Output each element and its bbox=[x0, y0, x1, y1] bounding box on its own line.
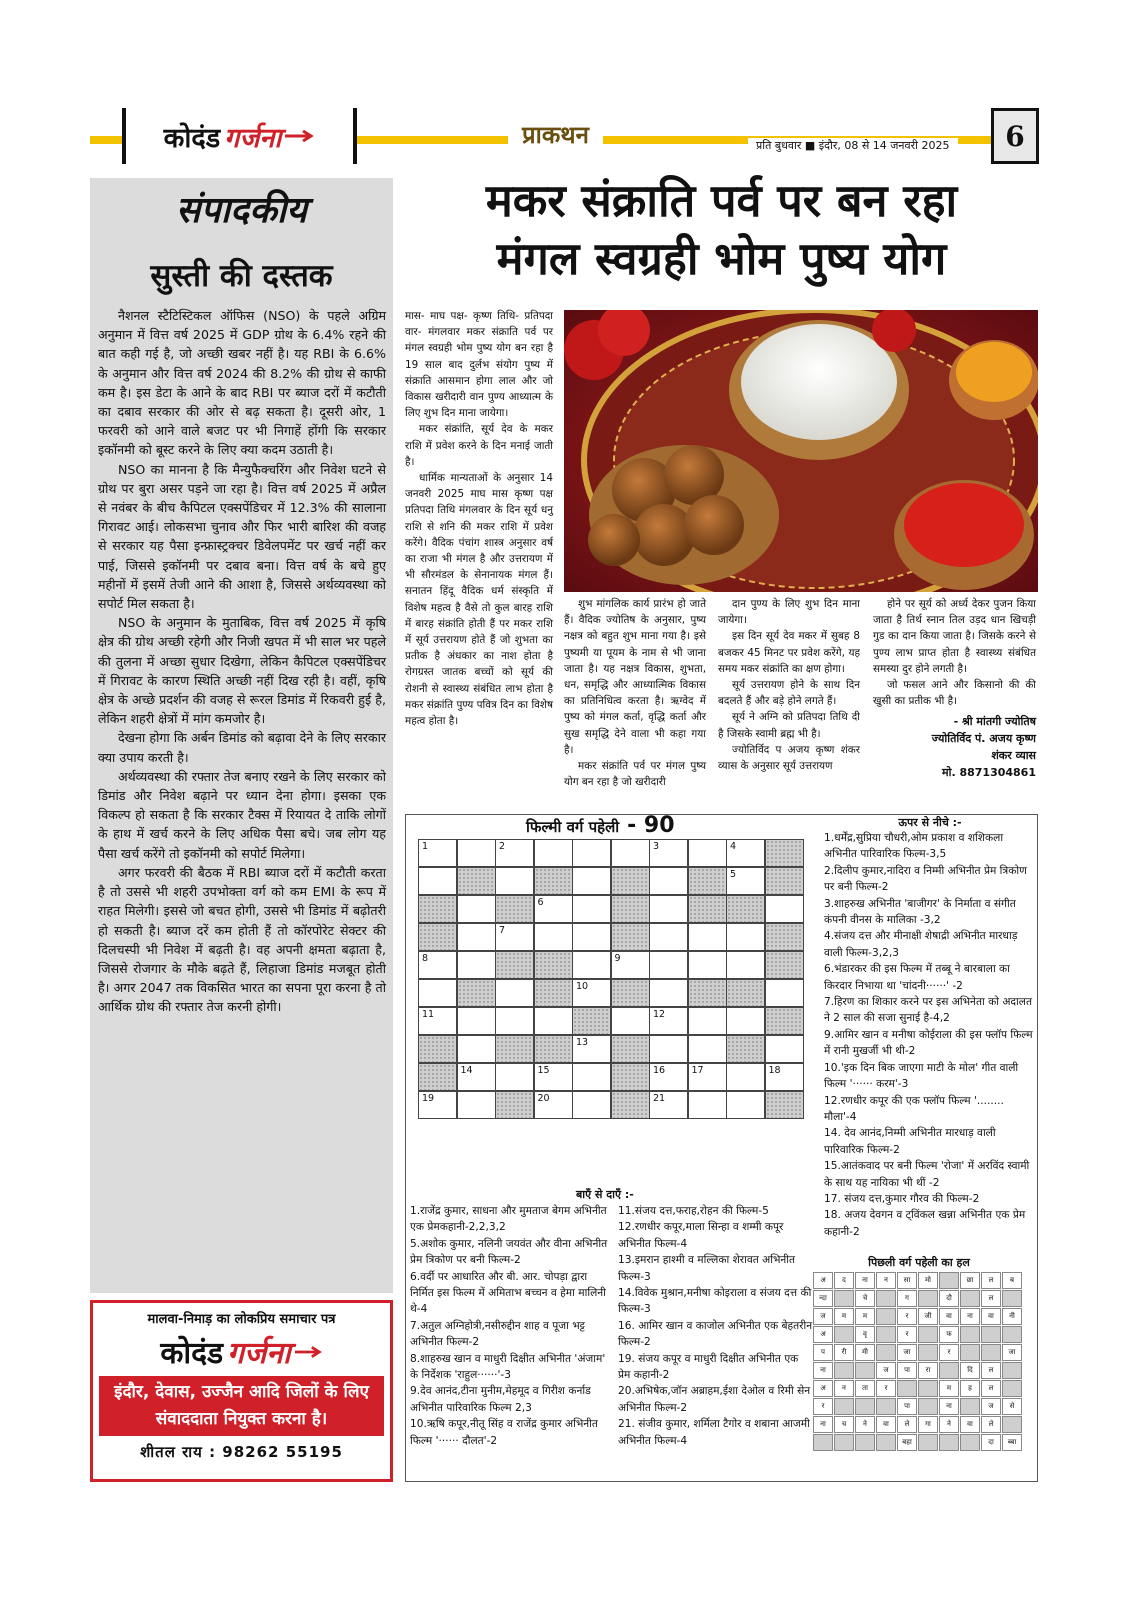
down-clue: 6.भंडारकर की इस फिल्म में तब्बू ने बारबाला का किरदार निभाया था 'चांदनी······' -2 bbox=[824, 963, 1010, 992]
article-paragraph: सूर्य ने अग्नि को प्रतिपदा तिथि दी है जिसके स्वामी ब्रह्म भी है। bbox=[718, 711, 860, 740]
across-clue: 7.अतुल अग्निहोत्री,नसीरुद्दीन शाह व पूजा भट्ट अभिनीत फिल्म-2 bbox=[410, 1319, 585, 1349]
grid-cell[interactable]: 12 bbox=[649, 1007, 688, 1035]
across-clue: 6.वर्दी पर आधारित और बी. आर. चोपड़ा द्वारा निर्मित इस फिल्म में अमिताभ बच्चन व हेमा मालिनी थे-4 bbox=[410, 1270, 606, 1316]
article-paragraph: धार्मिक मान्यताओं के अनुसार 14 जनवरी 2025 माघ मास कृष्ण पक्ष प्रतिपदा तिथि मंगलवार के दिन सूर्य धनु राशि से शनि की मकर राशि में प्रवेश करेंगे। वैदिक पंचांग शास्त्र अनुसार वर्ष का राजा भी मंगल है और उत्तरायण में भी सौरमंडल के सेनानायक मंगल हैं। सनातन हिंदू वैदिक धर्म संस्कृति में विशेष महत्व है वैसे तो कुल बारह राशि में बारह संक्रांति होती हैं पर मकर राशि में सूर्य उत्तरायण होते हैं जो शुभता का प्रतीक है अंधकार का नाश होता है रोगग्रस्त जातक बच्चों को सूर्य की रोशनी से स्वास्थ्य संबंधित लाभ होता है मकर संक्रांति पुण्य पवित्र दिन का विशेष महत्व होता है। bbox=[405, 472, 553, 728]
solution-cell: र bbox=[897, 1308, 917, 1325]
grid-cell[interactable] bbox=[534, 1007, 573, 1035]
grid-cell-blocked bbox=[611, 979, 650, 1007]
advertisement bbox=[90, 1300, 393, 1482]
editorial-paragraph: अगर फरवरी की बैठक में RBI ब्याज दरों में कटौती करता है तो उससे भी शहरी उपभोक्ता वर्ग को कम EMI के रूप में राहत मिलेगी। इससे जो बचत होगी, उससे भी डिमांड में बढ़ोतरी हो सकती है। ब्याज दरें कम होती हैं तो कॉरपोरेट सेक्टर की दिलचस्पी भी निवेश में बढ़ती है। वह अपनी क्षमता बढ़ाता है, जिससे रोजगार के मौके बढ़ते हैं, लिहाजा डिमांड मजबूत होती है। अगर 2047 तक विकसित भारत का सपना पूरा करना है तो आर्थिक ग्रोथ की रफ्तार तेज करनी होगी। bbox=[98, 864, 386, 1015]
grid-cell-blocked bbox=[495, 1091, 534, 1119]
article-column-4 bbox=[873, 596, 1036, 781]
down-clue: 17. संजय दत्त,कुमार गौरव की फिल्म-2 bbox=[824, 1192, 980, 1205]
solution-cell bbox=[939, 1362, 959, 1379]
down-clue: 15.आतंकवाद पर बनी फिल्म 'रोजा' में अरविंद स्वामी के साथ यह नायिका भी थीं -2 bbox=[824, 1160, 1030, 1189]
solution-cell: दि bbox=[960, 1362, 980, 1379]
grid-cell[interactable]: 1 bbox=[418, 839, 457, 867]
grid-cell-blocked bbox=[726, 895, 765, 923]
solution-cell: ना bbox=[813, 1416, 833, 1433]
grid-cell[interactable]: 3 bbox=[649, 839, 688, 867]
solution-cell: गा bbox=[918, 1416, 938, 1433]
grid-cell-blocked bbox=[611, 895, 650, 923]
solution-cell bbox=[876, 1308, 896, 1325]
solution-cell: प bbox=[813, 1344, 833, 1361]
grid-cell[interactable] bbox=[572, 923, 611, 951]
grid-cell[interactable]: 17 bbox=[688, 1063, 727, 1091]
grid-cell[interactable] bbox=[572, 895, 611, 923]
solution-cell bbox=[918, 1434, 938, 1451]
solution-cell bbox=[918, 1344, 938, 1361]
solution-cell bbox=[876, 1398, 896, 1415]
grid-cell[interactable] bbox=[572, 839, 611, 867]
grid-cell[interactable] bbox=[457, 1091, 496, 1119]
across-clue: 13.इमरान हाश्मी व मल्लिका शेरावत अभिनीत फिल्म-3 bbox=[618, 1254, 796, 1283]
grid-cell[interactable] bbox=[534, 839, 573, 867]
down-clue: 10.'इक दिन बिक जाएगा माटी के मोल' गीत वाली फिल्म '······ करम'-3 bbox=[824, 1061, 1019, 1091]
across-clue: 5.अशोक कुमार, नलिनी जयवंत और वीना अभिनीत प्रेम त्रिकोण पर बनी फिल्म-2 bbox=[410, 1237, 608, 1267]
section-label: प्राकथन bbox=[508, 118, 603, 151]
ad-logo-text-1: कोदंड bbox=[160, 1336, 224, 1371]
down-clue: 2.दिलीप कुमार,नादिरा व निम्मी अभिनीत प्रेम त्रिकोण पर बनी फिल्म-2 bbox=[824, 864, 1027, 894]
solution-cell bbox=[1002, 1326, 1022, 1343]
grid-cell[interactable] bbox=[611, 839, 650, 867]
across-clue: 21. संजीव कुमार, शर्मिला टैगोर व शबाना आजमी अभिनीत फिल्म-4 bbox=[618, 1418, 810, 1447]
solution-cell: ले bbox=[981, 1416, 1001, 1433]
article-paragraph: ज्योतिर्विद प अजय कृष्ण शंकर व्यास के अनुसार सूर्य उत्तरायण bbox=[718, 743, 860, 773]
grid-cell[interactable]: 16 bbox=[649, 1063, 688, 1091]
solution-cell: मी bbox=[855, 1344, 875, 1361]
grid-cell-blocked bbox=[611, 867, 650, 895]
grid-cell[interactable] bbox=[649, 979, 688, 1007]
solution-cell: र bbox=[897, 1326, 917, 1343]
crossword-puzzle bbox=[405, 814, 1038, 1482]
solution-cell: ने bbox=[855, 1416, 875, 1433]
article-headline bbox=[405, 172, 1038, 288]
grid-cell[interactable]: 6 bbox=[534, 895, 573, 923]
solution-cell bbox=[960, 1398, 980, 1415]
across-clue: 11.संजय दत्त,फराह,रोहन की फिल्म-5 bbox=[618, 1205, 769, 1217]
solution-cell bbox=[876, 1326, 896, 1343]
down-clue: 18. अजय देवगन व ट्विंकल खन्ना अभिनीत एक प्रेम कहानी-2 bbox=[824, 1209, 1026, 1238]
solution-cell: न bbox=[876, 1272, 896, 1289]
article-column-1 bbox=[405, 308, 553, 729]
puzzle-number: - 90 bbox=[627, 813, 675, 838]
grid-cell[interactable] bbox=[457, 923, 496, 951]
grid-cell-blocked bbox=[765, 951, 804, 979]
grid-cell-blocked bbox=[495, 1035, 534, 1063]
grid-cell-blocked bbox=[611, 923, 650, 951]
article-paragraph: मकर संक्रांति पर्व पर मंगल पुष्य योग बन रहा है जो खरीदारी bbox=[564, 760, 706, 789]
solution-cell: दौ bbox=[939, 1290, 959, 1307]
solution-cell: ता bbox=[855, 1380, 875, 1397]
solution-cell: ल bbox=[981, 1362, 1001, 1379]
grid-cell[interactable] bbox=[649, 867, 688, 895]
grid-cell-blocked bbox=[611, 1063, 650, 1091]
solution-cell: अ bbox=[813, 1272, 833, 1289]
across-clue: 14.विवेक मुश्रान,मनीषा कोइराला व संजय दत्त की फिल्म-3 bbox=[618, 1287, 812, 1316]
solution-cell: न bbox=[834, 1380, 854, 1397]
solution-cell: चे bbox=[855, 1290, 875, 1307]
solution-cell: न्दा bbox=[813, 1290, 833, 1307]
solution-cell bbox=[834, 1326, 854, 1343]
grid-cell[interactable] bbox=[688, 1091, 727, 1119]
down-clue: 3.शाहरुख अभिनीत 'बाजीगर' के निर्माता व संगीत कंपनी वीनस के मालिका -3,2 bbox=[824, 897, 1016, 927]
grid-cell[interactable] bbox=[649, 895, 688, 923]
solution-cell: ना bbox=[960, 1308, 980, 1325]
solution-cell: ना bbox=[855, 1272, 875, 1289]
solution-cell: नी bbox=[1002, 1308, 1022, 1325]
puzzle-title bbox=[526, 813, 675, 838]
grid-cell[interactable] bbox=[457, 1007, 496, 1035]
grid-cell[interactable]: 18 bbox=[765, 1063, 804, 1091]
solution-cell: ल bbox=[981, 1272, 1001, 1289]
grid-cell[interactable]: 20 bbox=[534, 1091, 573, 1119]
grid-cell[interactable] bbox=[572, 1091, 611, 1119]
signature-line: शंकर व्यास bbox=[991, 749, 1036, 763]
grid-cell[interactable] bbox=[495, 867, 534, 895]
grid-cell-blocked bbox=[495, 951, 534, 979]
solution-cell: ग bbox=[897, 1290, 917, 1307]
solution-cell: वृ bbox=[855, 1326, 875, 1343]
solution-cell: ना bbox=[939, 1398, 959, 1415]
editorial-body bbox=[98, 306, 386, 1017]
grid-cell-blocked bbox=[726, 1035, 765, 1063]
solution-cell: मो bbox=[918, 1272, 938, 1289]
solution-cell bbox=[939, 1272, 959, 1289]
article-paragraph: इस दिन सूर्य देव मकर में सुबह 8 बजकर 45 मिनट पर प्रवेश करेंगे, यह समय मकर संक्रांति का क्षण होगा। bbox=[718, 630, 860, 675]
newspaper-logo bbox=[122, 108, 357, 164]
grid-cell-blocked bbox=[457, 867, 496, 895]
solution-cell: म bbox=[855, 1308, 875, 1325]
across-clues-left bbox=[410, 1203, 612, 1449]
logo-text-1: कोदंड bbox=[163, 122, 221, 154]
article-photo bbox=[564, 310, 1038, 592]
grid-cell[interactable] bbox=[457, 951, 496, 979]
grid-cell-blocked bbox=[765, 1007, 804, 1035]
solution-cell bbox=[981, 1344, 1001, 1361]
festival-food-image bbox=[564, 310, 1038, 592]
grid-cell[interactable] bbox=[688, 839, 727, 867]
solution-cell: र bbox=[939, 1344, 959, 1361]
solution-cell: वा bbox=[876, 1416, 896, 1433]
solution-cell bbox=[855, 1398, 875, 1415]
solution-cell bbox=[1002, 1362, 1022, 1379]
puzzle-title-text: फिल्मी वर्ग पहेली bbox=[526, 818, 620, 836]
solution-cell bbox=[813, 1434, 833, 1451]
grid-cell[interactable]: 2 bbox=[495, 839, 534, 867]
down-clues bbox=[824, 815, 1036, 1240]
article-column-2 bbox=[564, 596, 706, 790]
solution-cell bbox=[939, 1434, 959, 1451]
grid-cell[interactable] bbox=[649, 1035, 688, 1063]
article-paragraph: मास- माघ पक्ष- कृष्ण तिथि- प्रतिपदा वार- मंगलवार मकर संक्राति पर्व पर मंगल स्वग्रही भोम पुष्य योग बन रहा है 19 साल बाद दुर्लभ संयोग पुष्य में संक्राति आसमान होगा लाल और जो विकास खरीदारी वान पुण्य आध्यात्म के लिए शुभ दिन माना जायेगा। bbox=[405, 310, 553, 420]
grid-cell-blocked bbox=[495, 895, 534, 923]
solution-cell: जा bbox=[1002, 1344, 1022, 1361]
solution-cell bbox=[960, 1290, 980, 1307]
grid-cell[interactable]: 9 bbox=[611, 951, 650, 979]
solution-cell: अ bbox=[813, 1380, 833, 1397]
solution-cell bbox=[1002, 1290, 1022, 1307]
solution-cell: छा bbox=[960, 1272, 980, 1289]
solution-cell bbox=[1002, 1416, 1022, 1433]
editorial-paragraph: NSO का मानना है कि मैन्युफैक्चरिंग और निवेश घटने से ग्रोथ पर बुरा असर पड़ने जा रहा है। वित्त वर्ष 2025 में अप्रैल से नवंबर के बीच कैपिटल एक्सपेंडिचर में 12.3% की सालाना गिरावट आई। लोकसभा चुनाव और फिर भारी बारिश की वजह से सरकार यह पैसा इन्फ्रास्ट्रक्चर डिवेलपमेंट पर खर्च नहीं कर पाई, जिससे इकॉनमी पर दबाव बना। वित्त वर्ष के बचे हुए महीनों में इसमें तेजी आने की आशा है, जिससे अर्थव्यवस्था को सपोर्ट मिल सकता है। bbox=[98, 461, 386, 612]
article-paragraph: दान पुण्य के लिए शुभ दिन माना जायेगा। bbox=[718, 598, 860, 627]
across-clue: 10.ऋषि कपूर,नीतू सिंह व राजेंद्र कुमार अभिनीत फिल्म '······ दौलत'-2 bbox=[410, 1418, 598, 1447]
signature-line: मो. 8871304861 bbox=[942, 766, 1036, 780]
editorial-paragraph: देखना होगा कि अर्बन डिमांड को बढ़ावा देने के लिए सरकार क्या उपाय करती है। bbox=[98, 730, 386, 765]
down-clue: 14. देव आनंद,निम्मी अभिनीत मारधाड़ वाली पारिवारिक फिल्म-2 bbox=[824, 1127, 996, 1156]
solution-cell: ना bbox=[813, 1362, 833, 1379]
solution-cell bbox=[918, 1326, 938, 1343]
grid-cell[interactable]: 13 bbox=[572, 1035, 611, 1063]
solution-cell: वा bbox=[981, 1308, 1001, 1325]
logo-text-2: गर्जना bbox=[224, 122, 282, 154]
solution-cell bbox=[876, 1344, 896, 1361]
grid-cell[interactable]: 10 bbox=[572, 979, 611, 1007]
solution-cell: ल bbox=[981, 1380, 1001, 1397]
editorial-paragraph: NSO के अनुमान के मुताबिक, वित्त वर्ष 2025 में कृषि क्षेत्र की ग्रोथ अच्छी रहेगी और निजी खपत में भी साल भर पहले की तुलना में अच्छा सुधार दिखेगा, लेकिन कैपिटल एक्सपेंडिचर में गिरावट के कारण स्थिति अच्छी नहीं दिख रही है। वहीं, कृषि क्षेत्र के अच्छे प्रदर्शन की वजह से रूरल डिमांड में रिकवरी हुई है, लेकिन शहरी क्षेत्रों में मांग कमजोर है। bbox=[98, 615, 386, 727]
across-clue: 12.रणधीर कपूर,माला सिन्हा व शम्मी कपूर अभिनीत फिल्म-4 bbox=[618, 1221, 784, 1250]
grid-cell-blocked bbox=[418, 895, 457, 923]
solution-cell bbox=[918, 1398, 938, 1415]
grid-cell[interactable]: 11 bbox=[418, 1007, 457, 1035]
solution-cell: म bbox=[939, 1380, 959, 1397]
solution-cell: दा bbox=[981, 1434, 1001, 1451]
author-signature bbox=[873, 713, 1036, 781]
solution-cell: बहा bbox=[897, 1434, 917, 1451]
ad-contact: शीतल राय : 98262 55195 bbox=[140, 1443, 343, 1461]
across-clue: 8.शाहरुख खान व माधुरी दिक्षीत अभिनीत 'अंजाम' के निर्देशक 'राहुल······'-3 bbox=[410, 1352, 606, 1382]
down-clue: 1.धर्मेंद्र,सुप्रिया चौधरी,ओम प्रकाश व शशिकला अभिनीत पारिवारिक फिल्म-3,5 bbox=[824, 832, 1004, 861]
previous-solution bbox=[813, 1255, 1025, 1453]
grid-cell-blocked bbox=[688, 867, 727, 895]
grid-cell-blocked bbox=[534, 867, 573, 895]
grid-cell-blocked bbox=[457, 979, 496, 1007]
grid-cell-blocked bbox=[534, 951, 573, 979]
solution-title: पिछली वर्ग पहेली का हल bbox=[868, 1256, 970, 1269]
solution-cell: ब bbox=[1002, 1272, 1022, 1289]
down-clue: 4.संजय दत्त और मीनाक्षी शेषाद्री अभिनीत मारधाड़ वाली फिल्म-3,2,3 bbox=[824, 930, 1018, 959]
editorial-paragraph: अर्थव्यवस्था की रफ्तार तेज बनाए रखने के लिए सरकार को डिमांड और निवेश बढ़ाने पर ध्यान देना होगा। इसका एक विकल्प हो सकता है कि सरकार टैक्स में रियायत दे ताकि लोगों के हाथ में खर्च करने के लिए अधिक पैसा बचे। जब लोग यह पैसा खर्च करेंगे तो इकॉनमी को सपोर्ट मिलेगा। bbox=[98, 768, 386, 861]
solution-cell bbox=[1002, 1380, 1022, 1397]
grid-cell-blocked bbox=[765, 923, 804, 951]
grid-cell[interactable] bbox=[726, 951, 765, 979]
solution-cell: ल bbox=[981, 1290, 1001, 1307]
grid-cell-blocked bbox=[418, 1063, 457, 1091]
signature-line: - श्री मांतगी ज्योतिष bbox=[953, 715, 1036, 729]
down-clue: 7.हिरण का शिकार करने पर इस अभिनेता को अदालत ने 2 साल की सजा सुनाई है-4,2 bbox=[824, 996, 1033, 1025]
grid-cell-blocked bbox=[611, 1035, 650, 1063]
solution-cell bbox=[918, 1380, 938, 1397]
solution-cell bbox=[834, 1398, 854, 1415]
ad-tagline: मालवा-निमाड़ का लोकप्रिय समाचार पत्र bbox=[147, 1312, 336, 1327]
solution-cell: पा bbox=[897, 1398, 917, 1415]
grid-cell-blocked bbox=[765, 1091, 804, 1119]
across-clues-right bbox=[618, 1203, 814, 1449]
grid-cell[interactable] bbox=[457, 895, 496, 923]
article-column-3 bbox=[718, 596, 860, 774]
across-clue: 16. आमिर खान व काजोल अभिनीत एक बेहतरीन फिल्म-2 bbox=[618, 1319, 813, 1349]
headline-line-1: मकर संक्राति पर्व पर बन रहा bbox=[485, 174, 958, 227]
solution-cell: म bbox=[834, 1308, 854, 1325]
editorial-kicker: संपादकीय bbox=[175, 189, 308, 231]
article-paragraph: शुभ मांगलिक कार्य प्रारंभ हो जाते हैं। वैदिक ज्योतिष के अनुसार, पुष्य नक्षत्र को बहुत शुभ माना गया है। इसे पुष्यमी या पूयम के नाम से भी जाना जाता है। यह नक्षत्र विकास, शुभता, धन, समृद्धि और आध्यात्मिक विकास का प्रतिनिधित्व करता है। ऋग्वेद में पुष्य को मंगल कर्ता, वृद्धि कर्ता और सुख समृद्धि देने वाला भी कहा गया है। bbox=[564, 598, 706, 756]
masthead bbox=[90, 108, 1038, 164]
solution-cell: ज bbox=[876, 1362, 896, 1379]
solution-cell: वा bbox=[960, 1416, 980, 1433]
solution-cell: रा bbox=[918, 1362, 938, 1379]
solution-cell: सा bbox=[897, 1272, 917, 1289]
solution-cell bbox=[918, 1290, 938, 1307]
grid-cell[interactable] bbox=[726, 1007, 765, 1035]
solution-cell: र bbox=[876, 1380, 896, 1397]
solution-cell: च bbox=[834, 1416, 854, 1433]
grid-cell[interactable] bbox=[418, 867, 457, 895]
down-heading: ऊपर से नीचे :- bbox=[898, 816, 962, 829]
article-paragraph: मकर संक्रांति, सूर्य देव के मकर राशि में प्रवेश करने के दिन मनाई जाती है। bbox=[405, 423, 553, 468]
grid-cell[interactable] bbox=[534, 923, 573, 951]
grid-cell[interactable] bbox=[765, 1035, 804, 1063]
grid-cell-blocked bbox=[418, 1035, 457, 1063]
grid-cell[interactable] bbox=[649, 951, 688, 979]
grid-cell-blocked bbox=[534, 979, 573, 1007]
grid-cell[interactable] bbox=[765, 895, 804, 923]
across-clue: 9.देव आनंद,टीना मुनीम,मेहमूद व गिरीश कर्नाड अभिनीत पारिवारिक फिल्म 2,3 bbox=[410, 1385, 591, 1414]
grid-cell[interactable] bbox=[765, 979, 804, 1007]
solution-cell bbox=[834, 1362, 854, 1379]
solution-cell bbox=[834, 1434, 854, 1451]
grid-cell[interactable] bbox=[726, 1091, 765, 1119]
grid-cell[interactable] bbox=[611, 1007, 650, 1035]
solution-cell: जी bbox=[918, 1308, 938, 1325]
solution-cell: पा bbox=[897, 1362, 917, 1379]
dateline: प्रति बुधवार ■ इंदौर, 08 से 14 जनवरी 2025 bbox=[748, 138, 958, 153]
across-clue: 20.अभिषेक,जॉन अब्राहम,ईशा देओल व रिमी सेन अभिनीत फिल्म-2 bbox=[618, 1385, 811, 1414]
solution-cell bbox=[897, 1380, 917, 1397]
ad-logo bbox=[93, 1331, 390, 1372]
solution-cell bbox=[960, 1434, 980, 1451]
solution-cell bbox=[834, 1290, 854, 1307]
solution-cell: ह bbox=[960, 1380, 980, 1397]
article-paragraph: सूर्य उत्तरायण होने के साथ दिन बदलते हैं और बड़े होने लगते हैं। bbox=[718, 679, 860, 708]
grid-cell[interactable]: 21 bbox=[649, 1091, 688, 1119]
solution-cell bbox=[855, 1362, 875, 1379]
across-clue: 1.राजेंद्र कुमार, साधना और मुमताज बेगम अभिनीत एक प्रेमकहानी-2,2,3,2 bbox=[410, 1205, 607, 1234]
grid-cell[interactable] bbox=[688, 923, 727, 951]
grid-cell[interactable] bbox=[726, 1063, 765, 1091]
grid-cell[interactable] bbox=[457, 839, 496, 867]
solution-cell: ले bbox=[897, 1416, 917, 1433]
solution-cell: ने bbox=[939, 1416, 959, 1433]
grid-cell[interactable] bbox=[688, 1007, 727, 1035]
editorial-column bbox=[90, 178, 393, 1293]
grid-cell-blocked bbox=[726, 979, 765, 1007]
solution-cell bbox=[876, 1434, 896, 1451]
grid-cell[interactable]: 7 bbox=[495, 923, 534, 951]
grid-cell[interactable]: 14 bbox=[457, 1063, 496, 1091]
editorial-headline: सुस्ती की दस्तक bbox=[150, 258, 333, 294]
solution-cell: से bbox=[1002, 1398, 1022, 1415]
ad-logo-text-2: गर्जना bbox=[227, 1336, 291, 1371]
grid-cell-blocked bbox=[534, 1035, 573, 1063]
ad-message: इंदौर, देवास, उज्जैन आदि जिलों के लिए संवाददाता नियुक्त करना है। bbox=[99, 1376, 384, 1436]
grid-cell[interactable] bbox=[688, 951, 727, 979]
grid-cell-blocked bbox=[611, 1091, 650, 1119]
grid-cell-blocked bbox=[418, 923, 457, 951]
grid-cell[interactable]: 5 bbox=[726, 867, 765, 895]
grid-cell[interactable] bbox=[726, 923, 765, 951]
solution-cell: जा bbox=[897, 1344, 917, 1361]
solution-cell: ज bbox=[813, 1308, 833, 1325]
down-clue: 9.आमिर खान व मनीषा कोईराला की इस फ्लॉप फिल्म में रानी मुखर्जी भी थी-2 bbox=[824, 1028, 1033, 1058]
grid-cell[interactable] bbox=[572, 1063, 611, 1091]
solution-cell: वा bbox=[939, 1308, 959, 1325]
grid-cell-blocked bbox=[688, 979, 727, 1007]
grid-cell[interactable] bbox=[495, 1007, 534, 1035]
grid-cell-blocked bbox=[765, 867, 804, 895]
grid-cell-blocked bbox=[765, 839, 804, 867]
solution-cell bbox=[876, 1290, 896, 1307]
across-heading: बाएँ से दाएँ :- bbox=[576, 1188, 634, 1201]
grid-cell[interactable] bbox=[572, 867, 611, 895]
grid-cell[interactable] bbox=[495, 1063, 534, 1091]
solution-cell: फ bbox=[939, 1326, 959, 1343]
solution-cell bbox=[960, 1326, 980, 1343]
grid-cell[interactable] bbox=[418, 979, 457, 1007]
solution-cell bbox=[981, 1326, 1001, 1343]
grid-cell[interactable] bbox=[495, 979, 534, 1007]
editorial-paragraph: नैशनल स्टैटिस्टिकल ऑफिस (NSO) के पहले अग्रिम अनुमान में वित्त वर्ष 2025 में GDP ग्रोथ के 6.4% रहने की बात कही गई है, जो अच्छी खबर नहीं है। यह RBI के 6.6% के अनुमान और वित्त वर्ष 2024 की 8.2% की ग्रोथ से काफी कम है। इस डेटा के आने के बाद RBI पर ब्याज दरों में कटौती का दबाव सरकार की ओर से बढ़ सकता है। दूसरी ओर, 1 फरवरी को आने वाले बजट पर भी निगाहें होंगी कि सरकार इकॉनमी को बूस्ट करने के लिए क्या कदम उठाती है। bbox=[98, 308, 386, 458]
arrow-icon bbox=[285, 129, 315, 143]
grid-cell[interactable] bbox=[649, 923, 688, 951]
solution-cell: द bbox=[834, 1272, 854, 1289]
grid-cell[interactable]: 15 bbox=[534, 1063, 573, 1091]
grid-cell[interactable]: 4 bbox=[726, 839, 765, 867]
solution-cell: अ bbox=[813, 1326, 833, 1343]
across-clue: 19. संजय कपूर व माधुरी दिक्षीत अभिनीत एक प्रेम कहानी-2 bbox=[618, 1352, 799, 1382]
grid-cell[interactable] bbox=[572, 951, 611, 979]
article-paragraph: जो फसल आने और किसानो की की खुसी का प्रतीक भी है। bbox=[873, 679, 1036, 708]
down-clue: 12.रणधीर कपूर की एक फ्लॉप फिल्म '........ मौला'-4 bbox=[824, 1094, 1004, 1123]
headline-line-2: मंगल स्वग्रही भोम पुष्य योग bbox=[496, 232, 947, 285]
grid-cell[interactable]: 19 bbox=[418, 1091, 457, 1119]
grid-cell-blocked bbox=[572, 1007, 611, 1035]
solution-cell bbox=[855, 1434, 875, 1451]
article-paragraph: होने पर सूर्य को अर्ध्य देकर पुजन किया जाता है तिर्थ स्नान तिल उड़द धान खिचड़ी गुड का दान किया जाता है। जिसके करने से पुण्य लाभ प्राप्त होता है स्वास्थ्य संबंधित समस्या दुर होने लगती है। bbox=[873, 598, 1036, 675]
solution-cell: री bbox=[834, 1344, 854, 1361]
page-number: 6 bbox=[991, 108, 1039, 164]
grid-cell-blocked bbox=[688, 895, 727, 923]
grid-cell[interactable] bbox=[457, 1035, 496, 1063]
solution-cell bbox=[960, 1344, 980, 1361]
grid-cell[interactable] bbox=[688, 1035, 727, 1063]
signature-line: ज्योतिर्विद पं. अजय कृष्ण bbox=[931, 732, 1036, 746]
solution-cell: र bbox=[813, 1398, 833, 1415]
grid-cell[interactable]: 8 bbox=[418, 951, 457, 979]
solution-cell: ब्बा bbox=[1002, 1434, 1022, 1451]
solution-cell: ज bbox=[981, 1398, 1001, 1415]
arrow-icon bbox=[295, 1345, 323, 1359]
